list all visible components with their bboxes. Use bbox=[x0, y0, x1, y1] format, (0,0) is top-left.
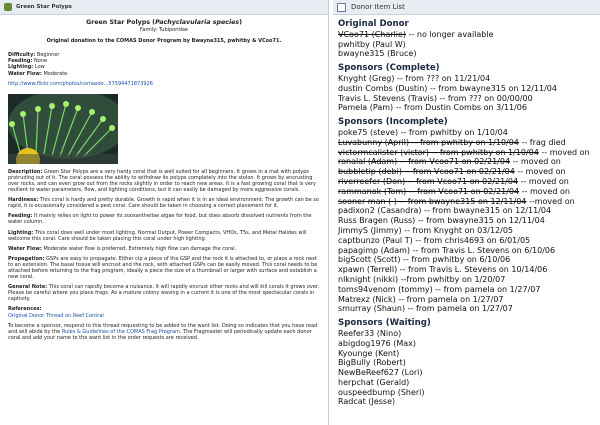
donor-status: -- no longer available bbox=[406, 29, 494, 39]
donor-line bbox=[338, 103, 595, 113]
donor-line bbox=[338, 388, 595, 398]
description-paragraph bbox=[0, 230, 328, 242]
donor-entry: pwhitby (Paul W) bbox=[338, 39, 406, 49]
rules-link[interactable]: Rules & Guidelines of the COMAS Frag Program bbox=[61, 328, 180, 335]
donor-line bbox=[338, 329, 595, 339]
donor-entry: padixon2 (Casandra) -- from bwayne315 on 12/11/04 bbox=[338, 206, 552, 216]
donor-entry: JimmyS (Jimmy) -- from Knyght on 03/12/05 bbox=[338, 225, 514, 235]
donor-line bbox=[338, 255, 595, 265]
donor-line bbox=[338, 246, 595, 256]
section-title: Sponsors (Incomplete) bbox=[338, 117, 448, 128]
description-paragraph bbox=[0, 246, 328, 252]
donor-entry: riverreefer (Don) -- from Vcoo71 on 02/21/04 bbox=[338, 176, 519, 186]
paragraph-key: Propagation: bbox=[8, 255, 45, 262]
donor-entry: Reefer33 (Nino) bbox=[338, 328, 402, 338]
donor-entry: Knyght (Greg) -- from ??? on 11/21/04 bbox=[338, 73, 491, 83]
donor-line bbox=[338, 378, 595, 388]
donor-line bbox=[338, 285, 595, 295]
fact-key: Feeding: bbox=[8, 58, 33, 65]
donor-entry: poke75 (steve) -- from pwhitby on 1/10/04 bbox=[338, 127, 508, 137]
fact-key: Difficulty: bbox=[8, 52, 36, 59]
donor-entry: Pamela (Pam) -- from Dustin Combs on 3/11/06 bbox=[338, 103, 527, 113]
paragraph-text: Moderate water flow is preferred. Extremely high flow can damage the coral. bbox=[41, 245, 237, 252]
paragraph-text: This coral can rapidly become a nuisance. It will rapidly encrust other rocks and will kill corals it grows over. Please be careful where you place frags. As a mature colony waving in a current it is one of the most spectacular corals in captivity. bbox=[8, 284, 320, 303]
donor-entry: bwayne315 (Bruce) bbox=[338, 49, 417, 59]
paragraph-key: Lighting: bbox=[8, 229, 34, 236]
description-paragraph bbox=[0, 169, 328, 193]
donor-line bbox=[338, 40, 595, 50]
paragraph-key: Water Flow: bbox=[8, 245, 42, 252]
donor-status: -- frag died bbox=[518, 137, 566, 147]
donor-entry: Radcat (Jesse) bbox=[338, 397, 396, 407]
donor-line bbox=[338, 74, 595, 84]
right-panel-header bbox=[333, 0, 600, 15]
donor-entry: smurray (Shaun) -- from pamela on 1/27/07 bbox=[338, 304, 513, 314]
donor-line bbox=[338, 128, 595, 138]
donor-entry: xpawn (Terrell) -- from Travis L. Stevens on 10/14/06 bbox=[338, 265, 548, 275]
donor-entry: Russ Bragen (Russ) -- from bwayne315 on 12/11/04 bbox=[338, 216, 545, 226]
paragraph-text: Green Star Polyps are a very hardy coral that is well suited for all beginners. It grows in a mat with polyps protruding out of it. The coral possess the ability to withdraw its polyps completely into the stolon. It grows by encrusting over rocks, and can even grow out from the rocks slightly in order to reach new areas. It is a fast growing coral that is very resilient to water parameters, flow, and lighting conditions, but it can easily be damaged by more aggressive corals. bbox=[8, 168, 316, 194]
facts-list bbox=[0, 52, 328, 76]
paragraph-text: GSPs are easy to propagate. Either cip a piece of the GSP and the rock it is attached to, or place a rock next to an extension. The basal tissue will encrust and the rock, with attached GSPs can be easily moved. This coral needs to be attached before returning to the frag program, ideally a piece the size of a thumbnail or larger with surface and establish a new coral. bbox=[8, 255, 318, 281]
donor-entry: toms94venom (tommy) -- from pamela on 1/27/07 bbox=[338, 284, 541, 294]
page-title bbox=[0, 20, 328, 26]
donor-line bbox=[338, 295, 595, 305]
footer-text-end: . The Fragmaster will periodically update each donor coral and add your name to the want list in the order requests are received. bbox=[8, 328, 312, 341]
donor-entry: papagimp (Adam) -- from Travis L. Stevens on 6/10/06 bbox=[338, 245, 556, 255]
donor-status: --moved on bbox=[526, 196, 575, 206]
description-paragraph bbox=[0, 284, 328, 302]
donor-line bbox=[338, 339, 595, 349]
paragraph-key: Description: bbox=[8, 168, 43, 175]
donor-entry: herpchat (Gerald) bbox=[338, 377, 410, 387]
donor-entry: bubbletip (debi) -- from Vcoo71 on 02/21/04 bbox=[338, 167, 515, 177]
list-icon bbox=[337, 3, 346, 12]
description-sections bbox=[0, 169, 328, 303]
donor-line bbox=[338, 30, 595, 40]
donor-line bbox=[338, 197, 595, 207]
donor-item-list-panel bbox=[333, 0, 600, 425]
donor-entry: victormcalister (victor) -- from pwhitby on 1/10/04 bbox=[338, 147, 539, 157]
donor-line bbox=[338, 216, 595, 226]
paragraph-text: It mainly relies on light to power its zooxanthellae algae for food, but does absorb dissolved nutrients from the water column. bbox=[8, 213, 312, 226]
fact-line bbox=[8, 71, 320, 77]
title-species: Pachyclavularia species bbox=[155, 19, 240, 26]
donor-status: -- moved on bbox=[510, 157, 561, 167]
donation-line: Original donation to the COMAS Donor Program by Bwayne315, pwhitby & VCoo71. bbox=[46, 38, 282, 45]
description-paragraph bbox=[0, 197, 328, 209]
donor-entry: sooner man ( ) -- from bwayne315 on 12/11/04 bbox=[338, 196, 527, 206]
donor-entry: Travis L. Stevens (Travis) -- from ??? on 00/00/00 bbox=[338, 93, 533, 103]
section-title: Original Donor bbox=[338, 19, 409, 29]
right-panel-header-label: Donor Item List bbox=[351, 3, 405, 11]
description-paragraph bbox=[0, 213, 328, 225]
donor-line bbox=[338, 368, 595, 378]
donor-line bbox=[338, 358, 595, 368]
donor-entry: Luvabunny (April) -- from pwhitby on 1/10/04 bbox=[338, 137, 519, 147]
description-paragraph bbox=[0, 256, 328, 280]
references-title: References: bbox=[8, 306, 42, 313]
donor-status: -- moved on bbox=[519, 186, 570, 196]
donor-entry: BigBully (Robert) bbox=[338, 358, 406, 368]
donor-entry: NewBeReef627 (Lori) bbox=[338, 368, 423, 378]
donor-line bbox=[338, 148, 595, 158]
donor-line bbox=[338, 49, 595, 59]
paragraph-text: This coral does well under most lighting. Normal Output, Power Compacts, VHOs, T5s, and Metal Halides will welcome this coral. Care should be taken placing this coral under high lighting. bbox=[8, 229, 307, 242]
donor-entry: bigScott (Scott) -- from pwhitby on 6/10/06 bbox=[338, 255, 511, 265]
donor-entry: abigdog1976 (Max) bbox=[338, 338, 417, 348]
donor-line bbox=[338, 275, 595, 285]
donor-entry: captbunzo (Paul T) -- from chris4693 on 6/01/05 bbox=[338, 235, 531, 245]
donor-line bbox=[338, 138, 595, 148]
donor-sections bbox=[333, 20, 600, 407]
donor-line bbox=[338, 167, 595, 177]
title-text: Green Star Polyps ( bbox=[85, 19, 156, 26]
donor-entry: ronalal (Adam) -- from Vcoo71 on 02/21/04 bbox=[338, 157, 511, 167]
fact-key: Water Flow: bbox=[8, 70, 42, 77]
coral-icon bbox=[4, 3, 12, 11]
photo-url-link[interactable]: http://www.flickr.com/photos/comasdo...57594471873926 bbox=[8, 80, 153, 87]
coral-photo bbox=[0, 87, 328, 164]
paragraph-key: Hardiness: bbox=[8, 197, 39, 204]
fact-value: Beginner bbox=[35, 52, 60, 59]
donor-entry: ouspeedbump (Sheri) bbox=[338, 387, 425, 397]
donor-line bbox=[338, 177, 595, 187]
fact-value: Low bbox=[33, 64, 45, 71]
donor-entry: VCoo71 (Charlie) bbox=[338, 29, 407, 39]
donor-line bbox=[338, 226, 595, 236]
donor-line bbox=[338, 236, 595, 246]
donor-entry: nlknight (nikki) --from pwhitby on 1/20/07 bbox=[338, 274, 506, 284]
paragraph-key: General Note: bbox=[8, 284, 48, 291]
donor-line bbox=[338, 94, 595, 104]
section-title: Sponsors (Complete) bbox=[338, 63, 440, 74]
fact-value: None bbox=[32, 58, 48, 65]
donor-line bbox=[338, 349, 595, 359]
donor-status: -- moved on bbox=[518, 176, 569, 186]
donor-line bbox=[338, 187, 595, 197]
donor-entry: Kyounge (Kent) bbox=[338, 348, 400, 358]
donor-line bbox=[338, 397, 595, 407]
donor-status: -- moved on bbox=[514, 167, 566, 177]
fact-key: Lighting: bbox=[8, 64, 34, 71]
fact-value: Moderate bbox=[41, 70, 68, 77]
sponsor-footer bbox=[0, 323, 328, 341]
donor-line bbox=[338, 206, 595, 216]
donor-line bbox=[338, 157, 595, 167]
title-close: ) bbox=[239, 19, 243, 26]
footer-text: To become a sponsor, respond to this thread requesting to be added to the want list. Doing so indicates that you have read and will abide by the bbox=[8, 322, 318, 335]
donor-status: -- moved on bbox=[538, 147, 590, 157]
donor-entry: rammanok (Tom) -- from Vcoo71 on 02/21/04 bbox=[338, 186, 520, 196]
paragraph-key: Feeding: bbox=[8, 213, 33, 220]
left-panel-header bbox=[0, 0, 328, 15]
donor-entry: dustin Combs (Dustin) -- from bwayne315 on 12/11/04 bbox=[338, 83, 557, 93]
references-link[interactable]: Original Donor Thread on Reef Central bbox=[8, 312, 104, 319]
family-line: Family: Tubiporidae bbox=[139, 27, 189, 34]
donor-line bbox=[338, 304, 595, 314]
section-title: Sponsors (Waiting) bbox=[338, 318, 431, 329]
donor-line bbox=[338, 84, 595, 94]
left-panel-header-label: Green Star Polyps bbox=[16, 4, 72, 10]
paragraph-text: This coral is hardy and pretty durable. Growth is rapid when it is in an ideal environment. The growth can be so rapid, it is occasionally considered a pest coral. Care should be taken in choosing a correct placement for it. bbox=[8, 197, 319, 210]
donor-line bbox=[338, 265, 595, 275]
donor-entry: Matrexz (Nick) -- from pamela on 1/27/07 bbox=[338, 294, 504, 304]
